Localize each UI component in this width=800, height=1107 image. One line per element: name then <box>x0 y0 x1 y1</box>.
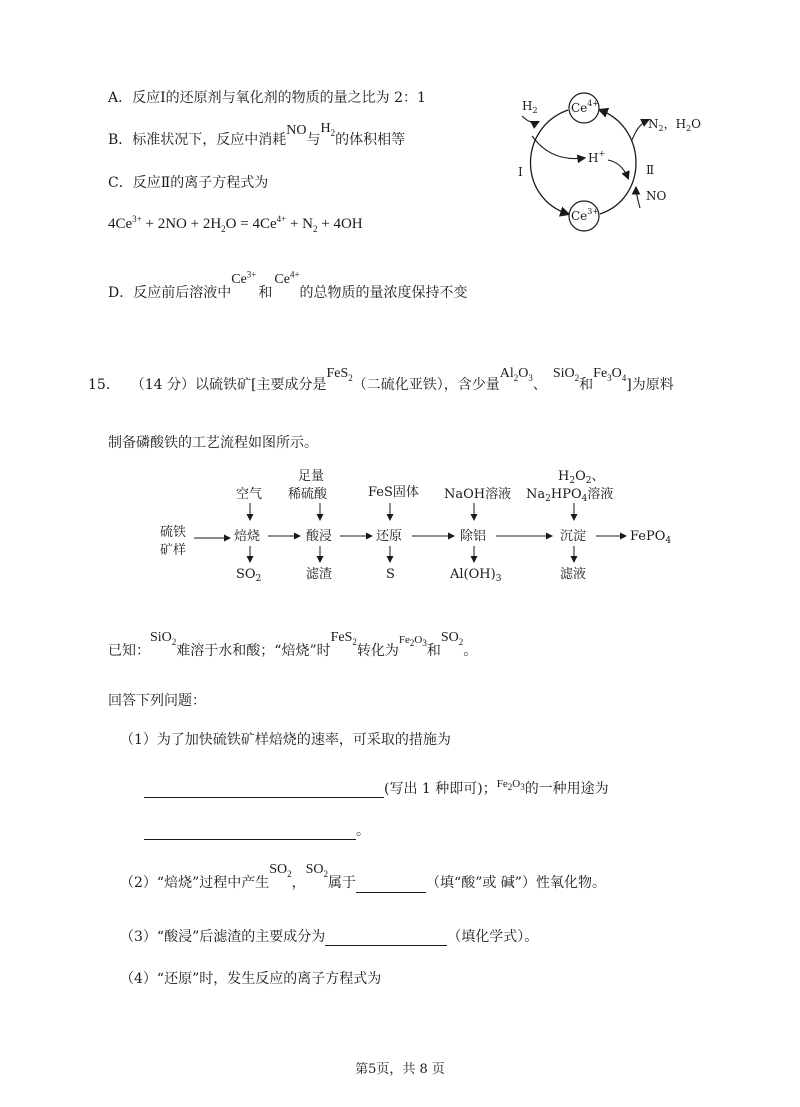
process-flowchart <box>150 466 690 588</box>
option-d-prefix: D．反应前后溶液中 <box>108 285 232 301</box>
option-b-prefix: B．标准状况下，反应中消耗 <box>108 132 287 148</box>
flow-product: FePO$_4$ <box>630 529 672 546</box>
flow-residue: 滤渣 <box>306 567 333 582</box>
sub1-use-blank[interactable] <box>144 824 356 840</box>
redox-cycle-diagram <box>508 88 722 238</box>
sub2-answer-blank[interactable] <box>356 877 426 893</box>
sub1-end: 。 <box>356 823 370 839</box>
no-formula: NO <box>286 123 307 138</box>
sub3-text: （3）“酸浸”后滤渣的主要成分为 <box>120 929 326 945</box>
flow-h2o2: $H_2O_2$、 <box>558 469 605 486</box>
page-footer: 第5页，共 8 页 <box>355 1062 445 1077</box>
known-so2: SO <box>440 630 459 645</box>
sio2-formula: SiO <box>552 366 575 381</box>
products-label: $N_2$，$H_2O$ <box>648 117 702 133</box>
sub1-fe2o3: Fe <box>496 778 508 790</box>
sub2-belongs: 属于 <box>328 875 357 891</box>
option-d-and: 和 <box>258 285 273 301</box>
sub1-question: （1）为了加快硫铁矿样焙烧的速率，可采取的措施为 <box>120 732 451 748</box>
known-text4: 。 <box>463 643 478 659</box>
sub2-hint: （填“酸”或 碱”）性氧化物。 <box>426 875 606 891</box>
flow-ore-2: 矿样 <box>160 543 187 558</box>
known-text2: 转化为 <box>356 643 399 659</box>
answer-intro: 回答下列问题： <box>108 693 206 709</box>
flow-filtrate: 滤液 <box>560 567 587 582</box>
flow-acid-2: 稀硫酸 <box>288 487 328 502</box>
known-sio2: SiO <box>150 630 172 645</box>
sub1-line3 <box>144 820 370 840</box>
flow-aloh3: $Al(OH)_3$ <box>450 567 502 584</box>
sub3-hint: （填化学式）。 <box>447 929 539 945</box>
sub3-question <box>120 926 538 946</box>
flow-s: S <box>386 567 395 582</box>
flow-precip: 沉淀 <box>560 529 587 544</box>
option-a: A．反应Ⅰ的还原剂与氧化剂的物质的量之比为 2：1 <box>108 90 426 106</box>
no-label: NO <box>646 189 667 203</box>
q15-desc1: （二硫化亚铁），含少量 <box>352 377 500 393</box>
known-fe2o3: Fe <box>398 634 410 646</box>
flow-na2hpo4: $Na_2HPO_4$溶液 <box>526 487 614 504</box>
option-b-suffix: 的体积相等 <box>335 132 406 148</box>
q15-number: 15. <box>88 377 111 393</box>
reaction-i-label: Ⅰ <box>518 165 523 179</box>
sub1-answer-blank[interactable] <box>144 782 384 798</box>
sub2-comma: ， <box>291 875 306 891</box>
option-d-suffix: 的总物质的量浓度保持不变 <box>299 285 468 301</box>
h2-input-arrow <box>522 116 538 123</box>
option-c: C．反应Ⅱ的离子方程式为 <box>108 175 269 191</box>
arrow-left-arc <box>531 110 569 214</box>
fe3o4-formula: Fe <box>593 366 608 381</box>
flow-acid-1: 足量 <box>298 469 325 484</box>
flow-roast: 焙烧 <box>234 529 261 544</box>
known-text1: 难溶于水和酸；“焙烧”时 <box>176 643 331 659</box>
sub2-text: （2）“焙烧”过程中产生 <box>120 875 270 891</box>
flow-air: 空气 <box>236 487 263 502</box>
al2o3-formula: Al <box>499 366 514 381</box>
q15-desc2: ]为原料 <box>626 377 674 393</box>
arrow-right-arc <box>600 110 636 214</box>
q15-and: 和 <box>579 377 594 393</box>
sub2-so2-a: SO <box>269 862 288 877</box>
hplus-arrow <box>532 136 584 159</box>
sub4-question: （4）“还原”时，发生反应的离子方程式为 <box>120 971 382 987</box>
flow-ore-1: 硫铁 <box>160 525 187 540</box>
q15-intro: （14 分）以硫铁矿[主要成分是 <box>130 377 327 393</box>
sub2-question: （2）“焙烧”过程中产生$SO_2$，$SO_2$属于 （填“酸”或 碱”）性氧化物。 <box>120 862 606 891</box>
known-text3: 和 <box>426 643 441 659</box>
hplus-label: H+ <box>588 149 606 165</box>
ce4-label: $Ce^{4+}$ <box>571 99 600 115</box>
option-b: B．标准状况下，反应中消耗NO与$H_2$的体积相等 <box>108 121 406 148</box>
flow-reduce: 还原 <box>376 529 403 544</box>
products-arrow <box>632 120 648 140</box>
sub1-use: 的一种用途为 <box>524 781 609 797</box>
flow-remove-al: 除铝 <box>460 529 487 544</box>
q15-sep: 、 <box>532 377 547 393</box>
flow-naoh: NaOH溶液 <box>444 487 512 502</box>
known-fes2: FeS <box>330 630 353 645</box>
option-d: D．反应前后溶液中$Ce^{3+}$和$Ce^{4+}$的总物质的量浓度保持不变 <box>108 269 468 301</box>
flow-so2: $SO_2$ <box>236 567 262 584</box>
q15-line1: 15. （14 分）以硫铁矿[主要成分是FeS$_2$（二硫化亚铁），含少量$Al_2O_3$、SiO$_2$和$Fe_3O_4$]为原料 <box>88 366 674 393</box>
sub3-answer-blank[interactable] <box>325 930 447 946</box>
option-b-mid: 与 <box>306 132 321 148</box>
hplus-to-ii-arrow <box>608 160 628 178</box>
sub1-hint: (写出 1 种即可)； <box>384 781 497 797</box>
h2-formula: H <box>320 121 331 136</box>
flow-leach: 酸浸 <box>306 529 333 544</box>
flow-fes-solid: FeS固体 <box>368 485 419 500</box>
ce3-label: $Ce^{3+}$ <box>571 207 600 223</box>
option-c-equation: $4Ce^{3+} + 2NO + 2H_2O = 4Ce^{4+} + N_2 + 4OH$ <box>108 214 363 234</box>
sub1-line2: (写出 1 种即可)；$^{Fe_2O_3}$的一种用途为 <box>144 778 609 798</box>
fes2-formula: FeS <box>326 366 349 381</box>
h2-label: $H_2$ <box>522 99 538 115</box>
known-line: 已知：SiO$_2$难溶于水和酸；“焙烧”时FeS$_2$转化为$^{Fe_2O_3}$和$SO_2$。 <box>108 630 478 659</box>
q15-line2: 制备磷酸铁的工艺流程如图所示。 <box>108 435 318 451</box>
reaction-ii-label: Ⅱ <box>646 163 655 177</box>
no-input-arrow <box>636 188 640 208</box>
known-prefix: 已知： <box>108 643 150 659</box>
